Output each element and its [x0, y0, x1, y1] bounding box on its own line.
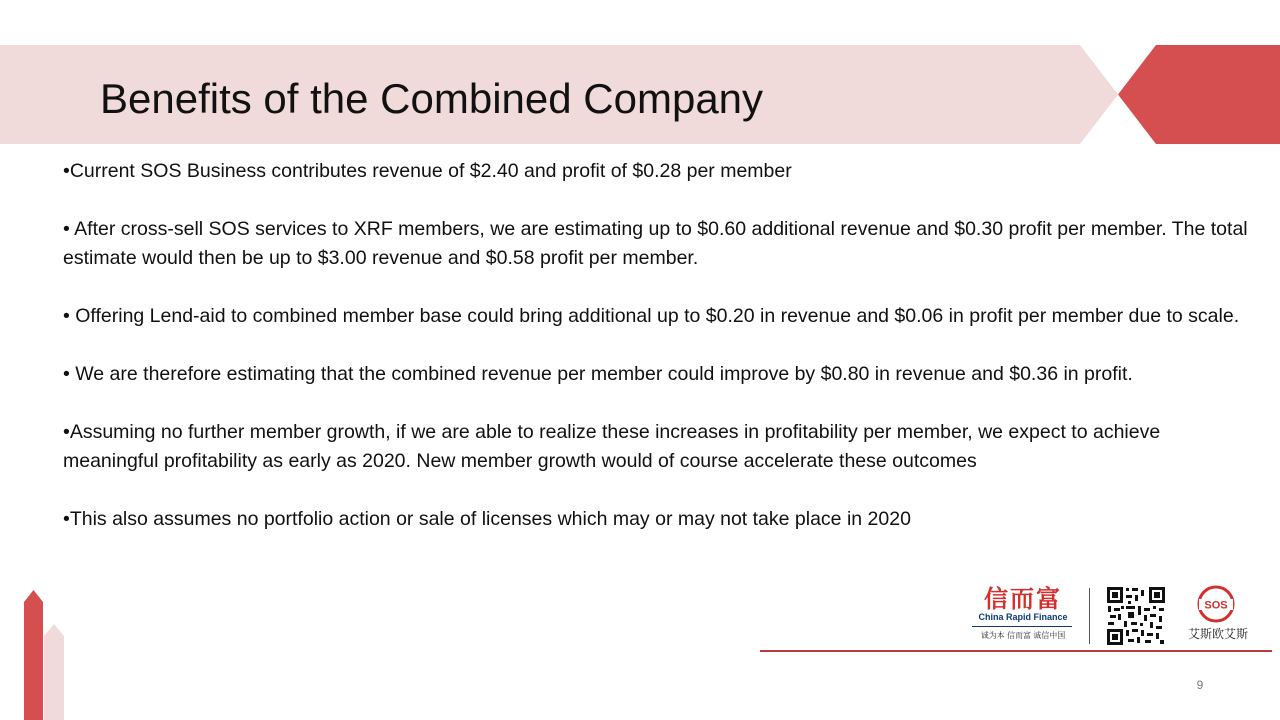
page-number: 9	[1196, 678, 1204, 692]
bullet-combined-estimate: • We are therefore estimating that the combined revenue per member could improve by $0.80 in revenue and $0.36 in profit.	[63, 363, 1133, 385]
sos-logo-icon	[1196, 584, 1236, 624]
crf-logo-chinese: 信而富	[984, 586, 1062, 613]
bullet-cross-sell: • After cross-sell SOS services to XRF members, we are estimating up to $0.60 additional revenue and $0.30 profit per member. The total estimate would then be up to $3.00 revenue and $0.58 profit per member.	[63, 218, 1248, 269]
bullet-portfolio-action: •This also assumes no portfolio action or sale of licenses which may or may not take place in 2020	[63, 508, 911, 530]
slide-title: Benefits of the Combined Company	[100, 75, 764, 122]
crf-slogan: 诚为本 信而富 诚信中国	[980, 631, 1066, 640]
qr-code-icon	[1106, 586, 1166, 646]
bullet-profitability: •Assuming no further member growth, if we are able to realize these increases in profitability per member, we expect to achieve meaningful profitability as early as 2020. New member growth would of course accelerate these outcomes	[63, 421, 1161, 472]
logo-divider	[1089, 588, 1090, 644]
bullet-list	[63, 157, 1248, 563]
bullet-current-business: •Current SOS Business contributes revenue of $2.40 and profit of $0.28 per member	[63, 160, 792, 182]
logo-underline	[760, 650, 1272, 652]
crf-logo-english: China Rapid Finance	[978, 612, 1068, 622]
left-bar-decoration-dark	[24, 590, 43, 720]
title-arrow-decoration	[1118, 45, 1280, 144]
bullet-lend-aid: • Offering Lend-aid to combined member base could bring additional up to $0.20 in revenue and $0.06 in profit per member due to scale.	[63, 305, 1240, 327]
crf-logo-rule	[972, 626, 1072, 627]
sos-logo-chinese: 艾斯欧艾斯	[1187, 627, 1248, 641]
sos-logo-text: SOS	[1204, 599, 1228, 612]
left-bar-decoration-light	[44, 624, 64, 720]
